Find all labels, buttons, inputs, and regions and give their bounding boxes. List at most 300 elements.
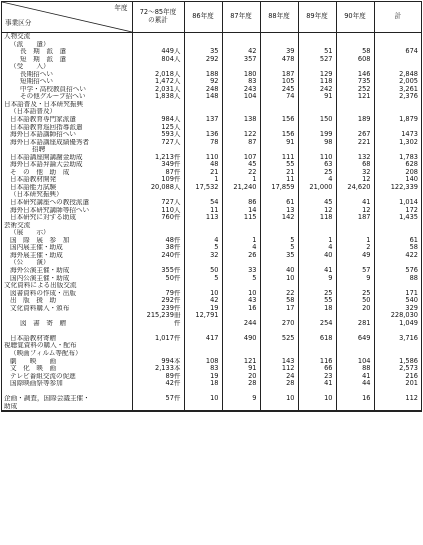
row-value-fy90: 187 bbox=[336, 214, 374, 222]
row-value-cumulative bbox=[132, 33, 184, 41]
row-label: 日本語教材寄贈 bbox=[10, 334, 57, 342]
row-value-fy86: 78 bbox=[184, 139, 222, 147]
row-value-fy89: 51 bbox=[298, 48, 336, 56]
row-value-total: 88 bbox=[374, 275, 421, 283]
table-row bbox=[2, 327, 421, 335]
row-value-fy88: 245 bbox=[260, 86, 298, 94]
row-value-fy86 bbox=[184, 320, 222, 328]
row-value-fy86 bbox=[184, 63, 222, 71]
row-value-total: 422 bbox=[374, 252, 421, 260]
table-row bbox=[2, 56, 421, 64]
row-value-fy88 bbox=[260, 108, 298, 116]
row-value-fy87: 45 bbox=[222, 161, 260, 169]
row-value-cumulative: 57件 bbox=[132, 395, 184, 403]
row-value-fy88: 111 bbox=[260, 154, 298, 162]
row-label: 日本語講座開講謝金助成 bbox=[10, 153, 83, 161]
table-row bbox=[2, 244, 421, 252]
row-value-cumulative: 2,031人 bbox=[132, 86, 184, 94]
row-value-cumulative: 1,213件 bbox=[132, 154, 184, 162]
row-value-fy87: 42 bbox=[222, 48, 260, 56]
row-value-cumulative: 2,018人 bbox=[132, 71, 184, 79]
header-row bbox=[2, 2, 421, 33]
row-value-fy86 bbox=[184, 282, 222, 290]
row-value-fy90 bbox=[336, 282, 374, 290]
table-row bbox=[2, 101, 421, 109]
row-value-fy90: 49 bbox=[336, 252, 374, 260]
row-value-fy88: 24 bbox=[260, 373, 298, 381]
row-value-fy86 bbox=[184, 33, 222, 41]
row-label: （映画フィルム等配布） bbox=[10, 349, 82, 357]
row-value-fy90 bbox=[336, 101, 374, 109]
row-value-total: 3,261 bbox=[374, 86, 421, 94]
row-value-fy86: 19 bbox=[184, 305, 222, 313]
row-value-fy86: 50 bbox=[184, 267, 222, 275]
row-value-fy90: 57 bbox=[336, 267, 374, 275]
row-value-fy88: 10 bbox=[260, 275, 298, 283]
row-value-cumulative: 2,133本 bbox=[132, 365, 184, 373]
row-value-fy88: 28 bbox=[260, 380, 298, 388]
row-value-fy86 bbox=[184, 146, 222, 154]
row-value-fy88: 91 bbox=[260, 139, 298, 147]
row-value-fy86: 113 bbox=[184, 214, 222, 222]
row-label: 海外公演主催・助成 bbox=[10, 266, 70, 274]
row-value-fy86: 4 bbox=[184, 237, 222, 245]
row-value-fy89: 242 bbox=[298, 86, 336, 94]
row-value-cumulative bbox=[132, 41, 184, 49]
table-row bbox=[2, 350, 421, 358]
row-value-fy87: 107 bbox=[222, 154, 260, 162]
row-value-total: 1,783 bbox=[374, 154, 421, 162]
row-value-total: 172 bbox=[374, 207, 421, 215]
row-value-fy87 bbox=[222, 282, 260, 290]
row-value-fy90 bbox=[336, 222, 374, 230]
row-value-cumulative: 件 bbox=[132, 320, 184, 328]
row-value-fy87: 14 bbox=[222, 207, 260, 215]
row-value-total bbox=[374, 191, 421, 199]
row-value-fy89: 618 bbox=[298, 335, 336, 343]
row-value-cumulative bbox=[132, 259, 184, 267]
row-value-fy89: 66 bbox=[298, 365, 336, 373]
row-value-fy86 bbox=[184, 327, 222, 335]
row-value-fy87: 357 bbox=[222, 56, 260, 64]
row-value-fy90: 104 bbox=[336, 358, 374, 366]
row-value-fy88: 143 bbox=[260, 358, 298, 366]
row-value-fy89: 63 bbox=[298, 161, 336, 169]
row-value-fy89: 41 bbox=[298, 267, 336, 275]
table-row bbox=[2, 41, 421, 49]
table-row bbox=[2, 312, 421, 320]
row-value-fy87: 33 bbox=[222, 267, 260, 275]
row-value-fy87: 243 bbox=[222, 86, 260, 94]
row-value-total bbox=[374, 259, 421, 267]
row-value-fy87: 115 bbox=[222, 214, 260, 222]
row-value-fy89 bbox=[298, 388, 336, 396]
row-value-fy87 bbox=[222, 350, 260, 358]
table-row bbox=[2, 184, 421, 192]
row-value-fy90: 252 bbox=[336, 86, 374, 94]
row-value-fy87: 83 bbox=[222, 78, 260, 86]
row-value-cumulative: 727人 bbox=[132, 139, 184, 147]
row-value-cumulative bbox=[132, 108, 184, 116]
row-value-fy90 bbox=[336, 191, 374, 199]
row-label: 助成 bbox=[2, 403, 132, 411]
table-row bbox=[2, 297, 421, 305]
row-value-fy89 bbox=[298, 403, 336, 411]
table-row bbox=[2, 199, 421, 207]
row-value-fy87 bbox=[222, 259, 260, 267]
row-value-fy89: 116 bbox=[298, 358, 336, 366]
row-value-cumulative: 20,088人 bbox=[132, 184, 184, 192]
row-value-fy86 bbox=[184, 41, 222, 49]
row-value-fy90 bbox=[336, 108, 374, 116]
row-value-fy88 bbox=[260, 124, 298, 132]
row-label: テレビ番組交流の促進 bbox=[10, 372, 76, 380]
row-value-total bbox=[374, 124, 421, 132]
row-label: 文化資料による出版交流 bbox=[4, 282, 77, 290]
row-label: 国内公演主催・助成 bbox=[10, 274, 70, 282]
row-value-fy89 bbox=[298, 108, 336, 116]
row-value-fy90 bbox=[336, 33, 374, 41]
row-label: 日本語普及・日本研究振興 bbox=[4, 100, 84, 108]
row-value-total bbox=[374, 388, 421, 396]
table-row bbox=[2, 342, 421, 350]
table-row bbox=[2, 335, 421, 343]
row-value-total bbox=[374, 41, 421, 49]
row-value-fy86 bbox=[184, 403, 222, 411]
row-value-total: 674 bbox=[374, 48, 421, 56]
row-value-fy86: 5 bbox=[184, 275, 222, 283]
header-col-cumulative: 72～85年度 の累計 bbox=[132, 2, 184, 33]
row-value-cumulative: 48件 bbox=[132, 237, 184, 245]
row-value-cumulative: 1,472人 bbox=[132, 78, 184, 86]
row-label: 海外展主催・助成 bbox=[10, 251, 63, 259]
row-value-fy88 bbox=[260, 259, 298, 267]
row-value-total: 1473 bbox=[374, 131, 421, 139]
header-category-label: 事業区分 bbox=[5, 19, 32, 28]
table-row bbox=[2, 222, 421, 230]
table-row bbox=[2, 252, 421, 260]
row-label: 海外日本語講座成績優秀者 bbox=[10, 138, 90, 146]
row-label: 芸術交流 bbox=[4, 221, 31, 229]
row-value-fy88: 142 bbox=[260, 214, 298, 222]
row-label: 日本語教材開発 bbox=[10, 176, 57, 184]
row-value-total: 2,573 bbox=[374, 365, 421, 373]
row-value-fy88 bbox=[260, 41, 298, 49]
table-row bbox=[2, 146, 421, 154]
row-value-fy88 bbox=[260, 350, 298, 358]
row-value-cumulative: 292件 bbox=[132, 297, 184, 305]
row-value-total: 171 bbox=[374, 290, 421, 298]
row-value-total: 122,339 bbox=[374, 184, 421, 192]
table-row bbox=[2, 365, 421, 373]
row-label: 文化資料購入・頒布 bbox=[10, 304, 70, 312]
row-label: 短 期 派 遣 bbox=[20, 55, 67, 63]
row-value-total: 2,376 bbox=[374, 93, 421, 101]
row-label: 海外日本研究講師等招へい bbox=[10, 206, 90, 214]
row-value-fy90: 20 bbox=[336, 305, 374, 313]
row-value-fy89: 45 bbox=[298, 199, 336, 207]
row-value-fy87 bbox=[222, 108, 260, 116]
row-value-total: 2,005 bbox=[374, 78, 421, 86]
row-label: （日本語普及） bbox=[10, 108, 57, 116]
row-value-fy89 bbox=[298, 259, 336, 267]
row-value-fy89: 21,000 bbox=[298, 184, 336, 192]
row-value-fy86: 42 bbox=[184, 297, 222, 305]
row-value-fy86: 12,791 bbox=[184, 312, 222, 320]
row-value-total bbox=[374, 146, 421, 154]
row-value-cumulative bbox=[132, 342, 184, 350]
row-label: 長期招へい bbox=[20, 70, 53, 78]
row-value-cumulative bbox=[132, 229, 184, 237]
table-row bbox=[2, 169, 421, 177]
row-value-fy87 bbox=[222, 33, 260, 41]
row-value-total bbox=[374, 350, 421, 358]
row-value-fy88: 21 bbox=[260, 169, 298, 177]
row-value-fy89: 25 bbox=[298, 169, 336, 177]
row-value-fy88: 39 bbox=[260, 48, 298, 56]
row-value-fy87: 21,240 bbox=[222, 184, 260, 192]
row-label bbox=[2, 388, 132, 396]
row-label: 招聘 bbox=[32, 146, 46, 154]
row-value-fy87: 86 bbox=[222, 199, 260, 207]
row-value-fy89: 118 bbox=[298, 78, 336, 86]
row-label: 中学・高校教員招へい bbox=[20, 85, 86, 93]
row-value-fy88: 11 bbox=[260, 176, 298, 184]
row-value-fy87: 1 bbox=[222, 237, 260, 245]
row-value-cumulative bbox=[132, 146, 184, 154]
row-value-fy86: 137 bbox=[184, 116, 222, 124]
row-value-fy88: 5 bbox=[260, 237, 298, 245]
table-row bbox=[2, 290, 421, 298]
row-value-fy90: 735 bbox=[336, 78, 374, 86]
row-value-fy90 bbox=[336, 388, 374, 396]
table-row bbox=[2, 33, 421, 41]
table-row bbox=[2, 191, 421, 199]
header-col-fy90: 90年度 bbox=[336, 2, 374, 33]
row-value-total: 628 bbox=[374, 161, 421, 169]
table-row bbox=[2, 282, 421, 290]
row-value-total: 201 bbox=[374, 380, 421, 388]
row-value-fy86: 5 bbox=[184, 244, 222, 252]
table-row bbox=[2, 63, 421, 71]
row-value-total: 58 bbox=[374, 244, 421, 252]
row-value-fy90: 24,620 bbox=[336, 184, 374, 192]
row-label bbox=[2, 312, 132, 320]
row-value-fy87 bbox=[222, 403, 260, 411]
row-value-fy89: 98 bbox=[298, 139, 336, 147]
row-value-total bbox=[374, 222, 421, 230]
row-value-fy87: 10 bbox=[222, 290, 260, 298]
row-value-cumulative: 215,239冊 bbox=[132, 312, 184, 320]
row-value-fy90 bbox=[336, 350, 374, 358]
row-value-fy87 bbox=[222, 146, 260, 154]
row-value-fy87: 87 bbox=[222, 139, 260, 147]
row-value-fy86: 19 bbox=[184, 373, 222, 381]
row-value-fy87 bbox=[222, 101, 260, 109]
row-value-fy90 bbox=[336, 259, 374, 267]
row-value-cumulative bbox=[132, 63, 184, 71]
row-value-fy86: 17,532 bbox=[184, 184, 222, 192]
header-col-fy88: 88年度 bbox=[260, 2, 298, 33]
table-row bbox=[2, 48, 421, 56]
row-value-fy89 bbox=[298, 222, 336, 230]
row-value-fy89: 118 bbox=[298, 214, 336, 222]
row-value-cumulative: 1,017件 bbox=[132, 335, 184, 343]
row-value-cumulative: 79件 bbox=[132, 290, 184, 298]
row-value-cumulative: 593人 bbox=[132, 131, 184, 139]
row-value-total bbox=[374, 56, 421, 64]
row-value-total bbox=[374, 101, 421, 109]
row-label: 劇 映 画 bbox=[10, 357, 57, 365]
row-label: （展 示） bbox=[10, 229, 50, 237]
row-label: 企画・調査，国際会議主催・ bbox=[4, 395, 90, 403]
row-value-cumulative: 449人 bbox=[132, 48, 184, 56]
row-value-cumulative: 727人 bbox=[132, 199, 184, 207]
row-value-cumulative: 760件 bbox=[132, 214, 184, 222]
row-value-fy86: 292 bbox=[184, 56, 222, 64]
row-value-fy87: 180 bbox=[222, 71, 260, 79]
row-value-fy88 bbox=[260, 282, 298, 290]
row-value-cumulative: 50件 bbox=[132, 275, 184, 283]
row-value-fy90: 88 bbox=[336, 365, 374, 373]
table-row bbox=[2, 124, 421, 132]
row-value-fy89: 55 bbox=[298, 297, 336, 305]
row-value-fy87 bbox=[222, 229, 260, 237]
row-value-fy86: 83 bbox=[184, 365, 222, 373]
row-value-fy90: 68 bbox=[336, 161, 374, 169]
row-value-fy90: 267 bbox=[336, 131, 374, 139]
row-value-fy90 bbox=[336, 41, 374, 49]
row-value-fy89: 18 bbox=[298, 305, 336, 313]
row-value-fy89 bbox=[298, 312, 336, 320]
row-value-total: 228,030 bbox=[374, 312, 421, 320]
row-label: （派 遣） bbox=[10, 40, 50, 48]
row-value-fy88: 55 bbox=[260, 161, 298, 169]
row-label: 出 版 援 助 bbox=[10, 297, 57, 305]
row-value-total: 140 bbox=[374, 176, 421, 184]
statistics-table-page bbox=[2, 2, 421, 411]
row-label: （受 入） bbox=[10, 63, 50, 71]
row-value-fy90: 649 bbox=[336, 335, 374, 343]
row-value-fy86: 32 bbox=[184, 252, 222, 260]
row-value-fy88: 112 bbox=[260, 365, 298, 373]
row-value-fy89 bbox=[298, 282, 336, 290]
row-value-fy86: 35 bbox=[184, 48, 222, 56]
row-value-fy86 bbox=[184, 388, 222, 396]
row-value-fy89 bbox=[298, 229, 336, 237]
row-value-fy87: 20 bbox=[222, 373, 260, 381]
row-value-fy90 bbox=[336, 146, 374, 154]
row-value-fy88 bbox=[260, 222, 298, 230]
row-value-fy87: 26 bbox=[222, 252, 260, 260]
row-value-fy87 bbox=[222, 327, 260, 335]
row-value-fy88 bbox=[260, 101, 298, 109]
row-value-total: 1,049 bbox=[374, 320, 421, 328]
row-value-cumulative bbox=[132, 191, 184, 199]
row-value-fy88: 22 bbox=[260, 290, 298, 298]
row-value-fy87: 1 bbox=[222, 176, 260, 184]
row-value-fy88 bbox=[260, 388, 298, 396]
row-value-fy87 bbox=[222, 41, 260, 49]
row-value-fy90 bbox=[336, 63, 374, 71]
row-value-fy86: 417 bbox=[184, 335, 222, 343]
row-value-total bbox=[374, 403, 421, 411]
table-row bbox=[2, 237, 421, 245]
row-label: 日本語教育専門家派遣 bbox=[10, 116, 76, 124]
row-value-fy86 bbox=[184, 191, 222, 199]
row-value-total: 216 bbox=[374, 373, 421, 381]
row-label: そ の 他 助 成 bbox=[10, 168, 70, 176]
row-value-fy87: 28 bbox=[222, 380, 260, 388]
row-value-fy86: 110 bbox=[184, 154, 222, 162]
row-value-fy88: 13 bbox=[260, 207, 298, 215]
table-row bbox=[2, 267, 421, 275]
row-value-fy86: 10 bbox=[184, 290, 222, 298]
row-value-fy86: 108 bbox=[184, 358, 222, 366]
row-label: 海外日本語講師招へい bbox=[10, 131, 76, 139]
row-label: 図書資料の作成・出版 bbox=[10, 289, 76, 297]
row-label: 視聴覚資料の購入・配布 bbox=[4, 342, 77, 350]
row-value-fy87: 121 bbox=[222, 358, 260, 366]
row-value-fy90: 2 bbox=[336, 244, 374, 252]
row-value-fy88: 35 bbox=[260, 252, 298, 260]
row-label: 日本研究講座への教授派遣 bbox=[10, 199, 90, 207]
row-value-fy89 bbox=[298, 191, 336, 199]
row-value-fy86: 1 bbox=[184, 176, 222, 184]
row-label: 国際映画祭等参加 bbox=[10, 380, 63, 388]
row-value-fy88: 478 bbox=[260, 56, 298, 64]
row-value-total bbox=[374, 63, 421, 71]
row-value-fy88: 187 bbox=[260, 71, 298, 79]
row-value-fy90: 1 bbox=[336, 237, 374, 245]
table-row bbox=[2, 108, 421, 116]
table-row bbox=[2, 116, 421, 124]
row-value-fy87 bbox=[222, 312, 260, 320]
row-value-cumulative: 125人 bbox=[132, 124, 184, 132]
row-value-fy89 bbox=[298, 146, 336, 154]
row-value-fy88 bbox=[260, 327, 298, 335]
header-col-total: 計 bbox=[374, 2, 421, 33]
row-value-fy88: 74 bbox=[260, 93, 298, 101]
row-label: （日本研究振興） bbox=[10, 191, 63, 199]
row-value-fy89: 110 bbox=[298, 154, 336, 162]
row-value-fy90: 132 bbox=[336, 154, 374, 162]
table-row bbox=[2, 275, 421, 283]
row-value-cumulative: 349件 bbox=[132, 161, 184, 169]
table-row bbox=[2, 207, 421, 215]
row-value-fy87: 16 bbox=[222, 305, 260, 313]
row-value-fy88 bbox=[260, 403, 298, 411]
row-value-fy87: 91 bbox=[222, 365, 260, 373]
row-value-fy88: 17 bbox=[260, 305, 298, 313]
row-label: 国 際 展 参 加 bbox=[10, 236, 70, 244]
row-value-fy90: 58 bbox=[336, 48, 374, 56]
row-label: 海外日本語弁論大会助成 bbox=[10, 161, 83, 169]
row-value-fy86 bbox=[184, 229, 222, 237]
row-value-fy88: 58 bbox=[260, 297, 298, 305]
row-value-cumulative bbox=[132, 350, 184, 358]
row-label: 短期招へい bbox=[20, 78, 53, 86]
table-row bbox=[2, 93, 421, 101]
row-value-fy86: 92 bbox=[184, 78, 222, 86]
row-value-fy90: 50 bbox=[336, 297, 374, 305]
row-value-fy90 bbox=[336, 403, 374, 411]
row-value-fy89: 91 bbox=[298, 93, 336, 101]
row-value-fy88: 17,859 bbox=[260, 184, 298, 192]
row-value-cumulative: 38件 bbox=[132, 244, 184, 252]
row-value-total bbox=[374, 342, 421, 350]
row-value-fy87 bbox=[222, 63, 260, 71]
